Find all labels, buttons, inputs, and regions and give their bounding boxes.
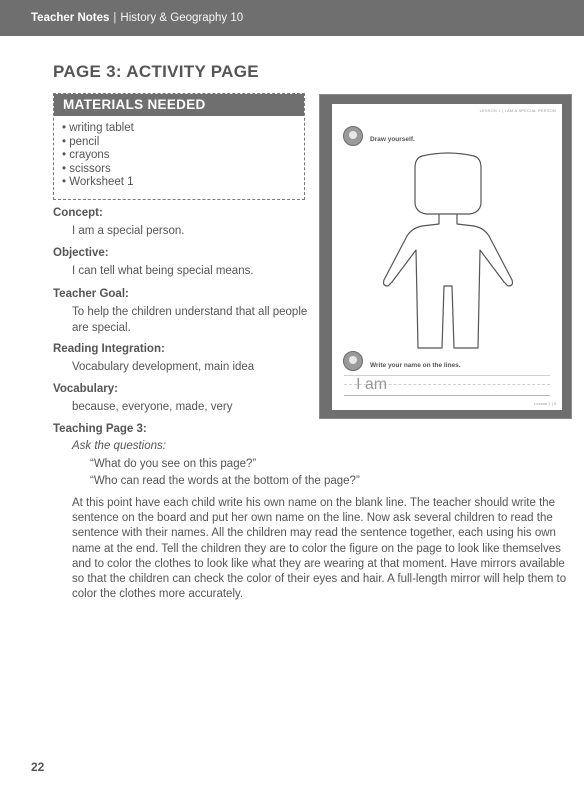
vocabulary-text: because, everyone, made, very (72, 401, 233, 413)
vocabulary-label: Vocabulary: (53, 383, 118, 395)
worksheet-page (332, 104, 562, 410)
reading-integration-label: Reading Integration: (53, 343, 165, 355)
teacher-goal-label: Teacher Goal: (53, 288, 129, 300)
objective-label: Objective: (53, 247, 109, 259)
material-item: • pencil (62, 136, 304, 150)
concept-text: I am a special person. (72, 225, 185, 237)
cartoon-character-icon (343, 126, 363, 146)
person-outline-figure (382, 152, 514, 352)
material-item: • Worksheet 1 (62, 176, 304, 190)
page-heading: PAGE 3: ACTIVITY PAGE (53, 62, 259, 81)
worksheet-footer: Lesson 1 | 3 (534, 401, 556, 406)
material-item: • crayons (62, 149, 304, 163)
worksheet-instruction-write: Write your name on the lines. (370, 362, 461, 369)
writing-lines (344, 375, 550, 401)
materials-title: MATERIALS NEEDED (54, 94, 304, 116)
header-subtitle: History & Geography 10 (120, 12, 244, 24)
writing-prompt: I am (356, 376, 388, 393)
teaching-page-label: Teaching Page 3: (53, 423, 147, 435)
material-item: • scissors (62, 163, 304, 177)
question-item: “What do you see on this page?” (90, 458, 257, 470)
page-number: 22 (31, 760, 45, 774)
worksheet-instruction-draw: Draw yourself. (370, 136, 415, 143)
worksheet-lesson-label: LESSON 1 | I AM A SPECIAL PERSON (479, 108, 556, 113)
materials-box (53, 93, 305, 200)
reading-integration-text: Vocabulary development, main idea (72, 361, 255, 373)
ask-questions-text: Ask the questions: (72, 440, 166, 452)
worksheet-thumbnail (319, 94, 572, 419)
question-item: “Who can read the words at the bottom of the page?” (90, 475, 360, 487)
material-item: • writing tablet (62, 122, 304, 136)
cartoon-character-icon (343, 351, 363, 371)
instruction-paragraph: At this point have each child write his own name on the blank line. The teacher should write the sentence on the board and put her own name on the line. Now ask several children to read the sentence with their names. All the children may read the sentence together, each using his own name at the end. Tell the children they are to color the figure on the page to look like themselves and to color the clothes to look like what they are wearing at that moment. Have mirrors available so that the children can check the color of their eyes and hair. A full-length mirror will help them to color the clothes more accurately. (72, 497, 567, 601)
objective-text: I can tell what being special means. (72, 265, 254, 277)
concept-label: Concept: (53, 207, 103, 219)
writing-line (344, 395, 550, 396)
header-title: Teacher Notes (31, 12, 110, 24)
teacher-goal-text: To help the children understand that all people are special. (72, 306, 308, 334)
header-separator: | (113, 12, 117, 24)
header-bar (0, 0, 584, 36)
materials-list (54, 116, 304, 190)
